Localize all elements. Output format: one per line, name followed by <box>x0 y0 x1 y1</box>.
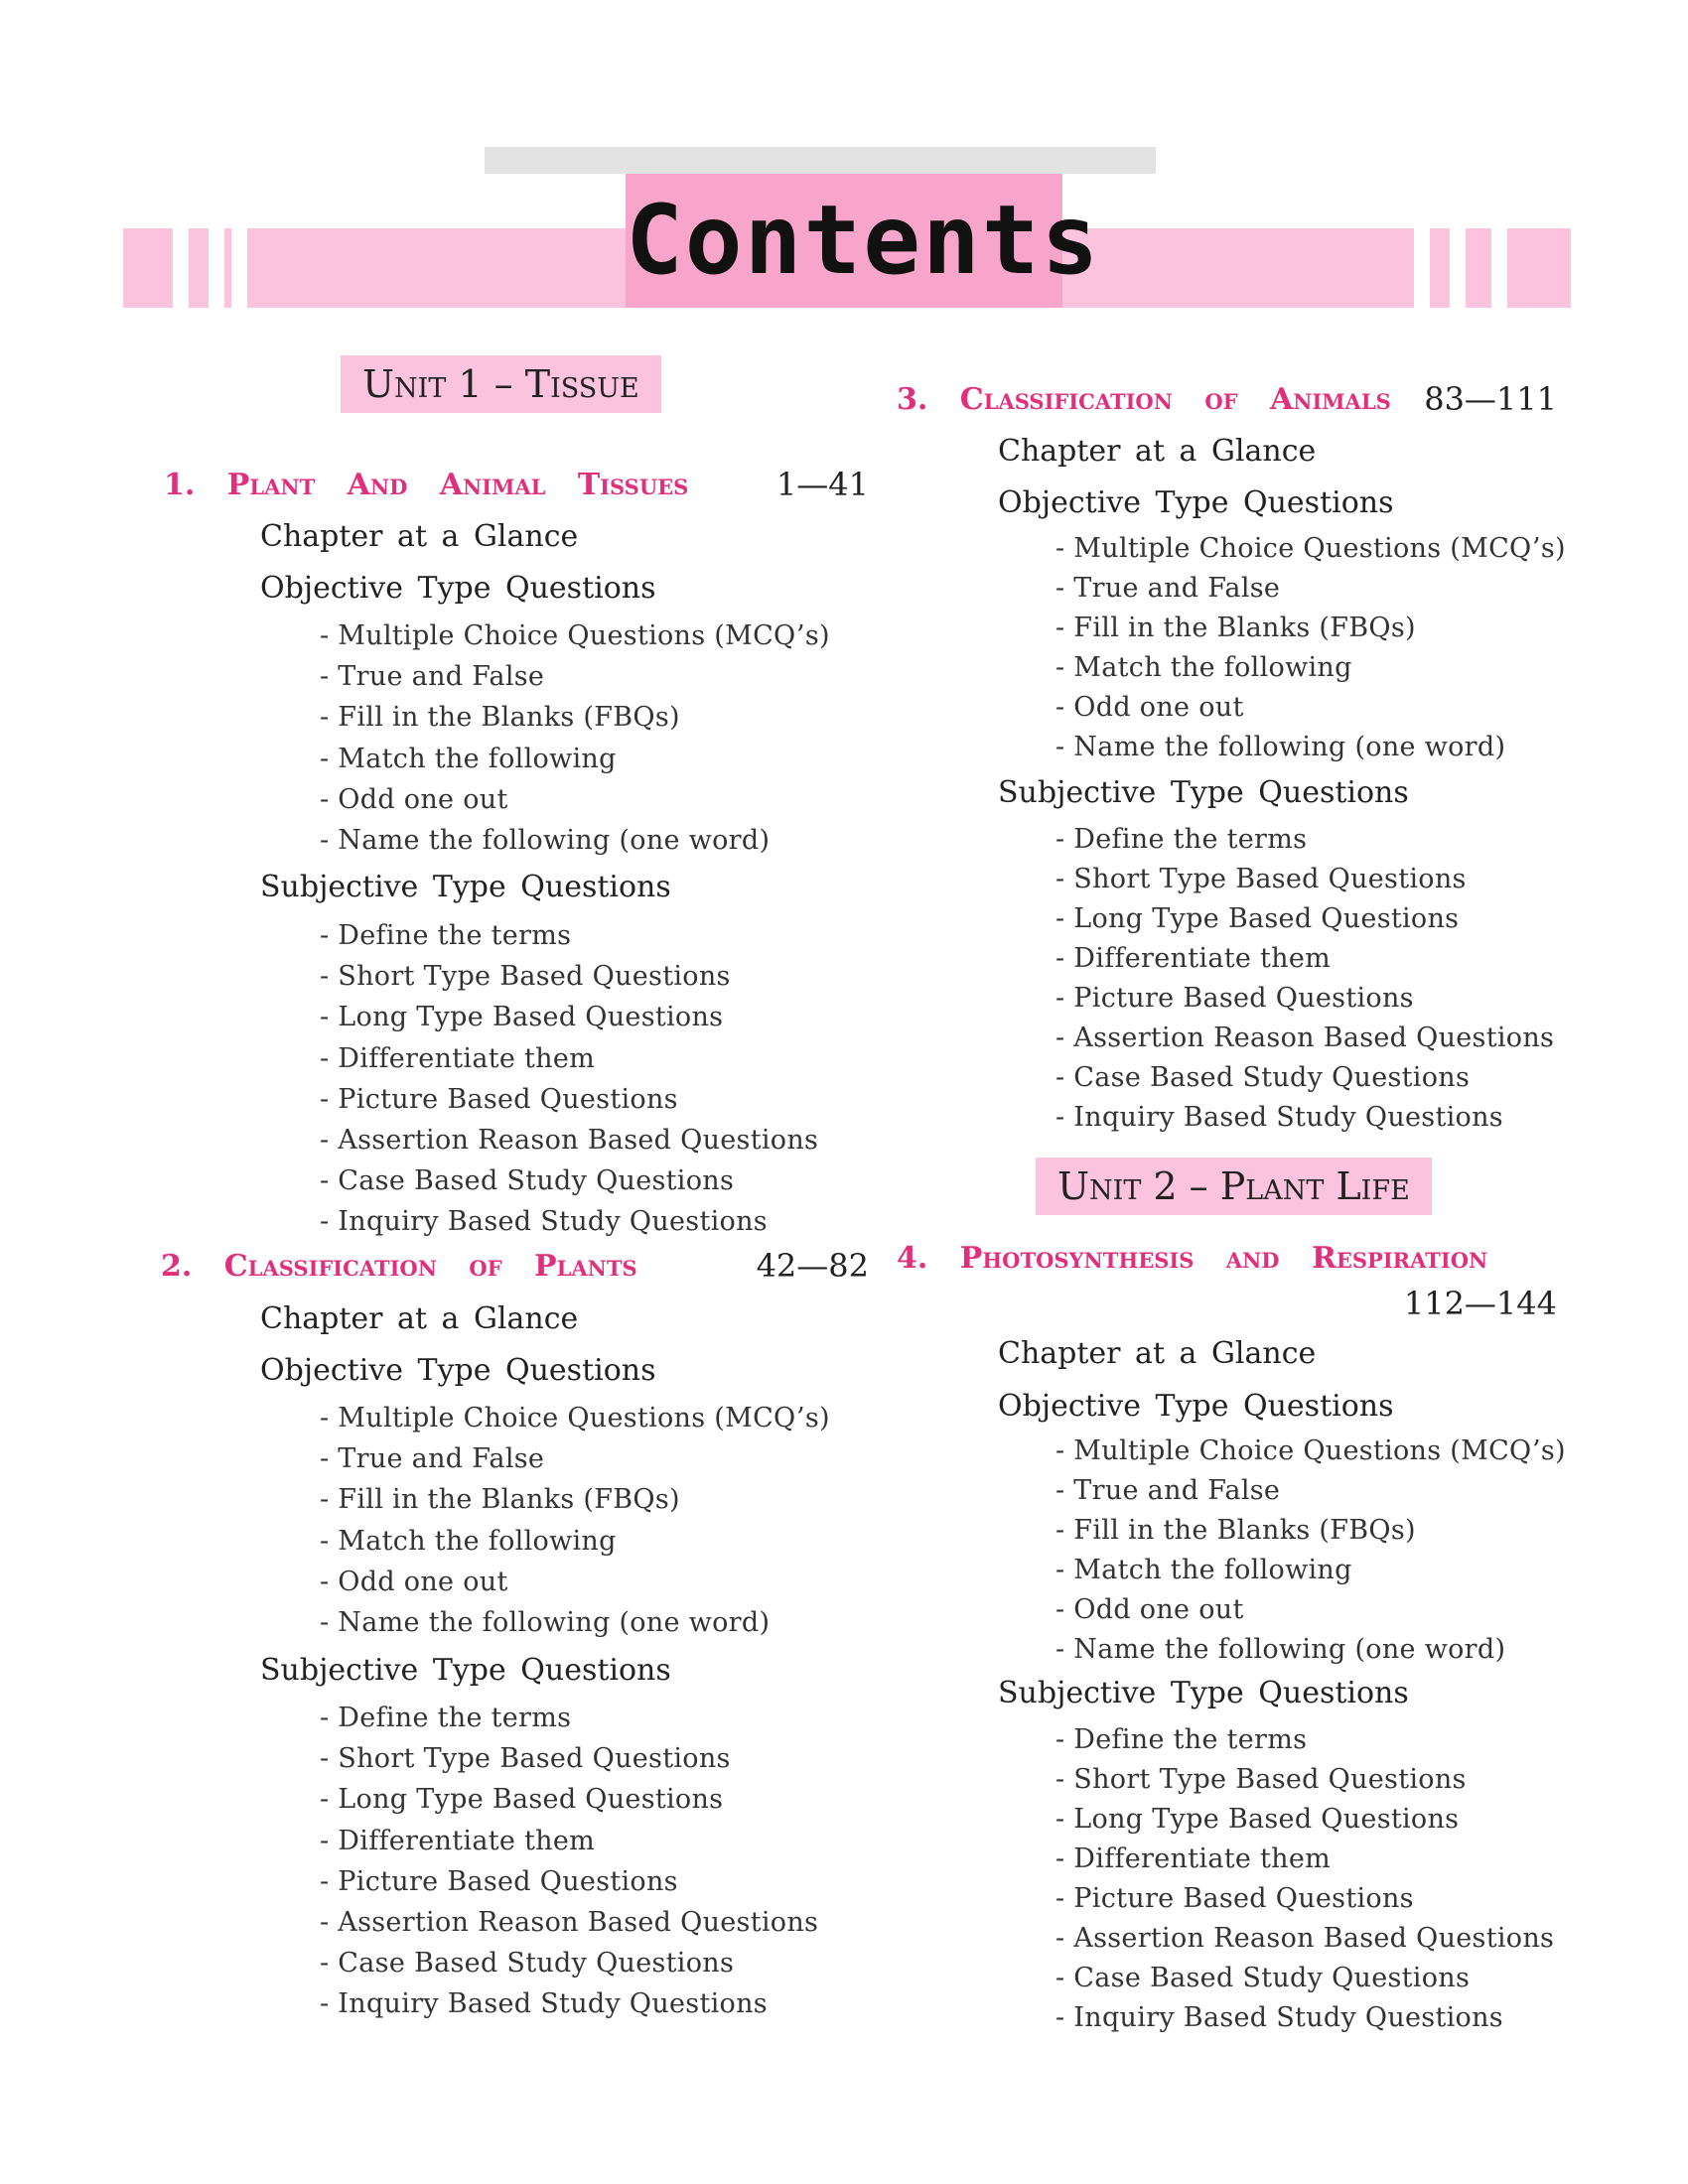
list-item: - True and False <box>1055 1475 1281 1506</box>
list-item: - Match the following <box>1055 1555 1352 1585</box>
list-item: - Picture Based Questions <box>320 1084 678 1115</box>
list-item: - Long Type Based Questions <box>320 1784 724 1815</box>
list-item: - Match the following <box>1055 652 1352 683</box>
list-item: - Differentiate them <box>320 1043 596 1074</box>
list-item: - True and False <box>320 661 545 692</box>
list-item: - Inquiry Based Study Questions <box>320 1206 768 1237</box>
section-objective-type: Objective Type Questions <box>998 485 1394 520</box>
page-range: 1—41 <box>775 466 869 503</box>
chapter-heading: 1. Plant And Animal Tissues <box>164 468 689 502</box>
list-item: - Short Type Based Questions <box>1055 1764 1467 1795</box>
section-subjective-type: Subjective Type Questions <box>260 1653 671 1688</box>
list-item: - Short Type Based Questions <box>320 961 731 992</box>
list-item: - Case Based Study Questions <box>320 1165 735 1196</box>
list-item: - Case Based Study Questions <box>320 1948 735 1979</box>
chapter-heading: 4. Photosynthesis and Respiration <box>897 1241 1488 1276</box>
list-item: - Inquiry Based Study Questions <box>1055 2002 1503 2033</box>
list-item: - Short Type Based Questions <box>320 1743 731 1774</box>
list-item: - Case Based Study Questions <box>1055 1062 1471 1093</box>
unit-label: Unit 1 – Tissue <box>341 355 661 413</box>
list-item: - Define the terms <box>320 1703 572 1733</box>
section-chapter-at-a-glance: Chapter at a Glance <box>260 1301 579 1336</box>
page-range: 112—144 <box>1403 1285 1557 1322</box>
section-subjective-type: Subjective Type Questions <box>998 775 1409 810</box>
section-subjective-type: Subjective Type Questions <box>260 870 671 904</box>
list-item: - Odd one out <box>1055 692 1244 723</box>
header-stripe <box>1450 228 1466 308</box>
list-item: - Name the following (one word) <box>320 1607 771 1638</box>
header-grey-bar <box>485 147 1156 174</box>
list-item: - Multiple Choice Questions (MCQ’s) <box>320 1403 830 1433</box>
list-item: - Picture Based Questions <box>1055 1883 1414 1914</box>
list-item: - Odd one out <box>1055 1594 1244 1625</box>
list-item: - Odd one out <box>320 1567 508 1597</box>
header-stripe <box>209 228 224 308</box>
section-chapter-at-a-glance: Chapter at a Glance <box>260 519 579 554</box>
header-stripe <box>1414 228 1430 308</box>
list-item: - Inquiry Based Study Questions <box>320 1988 768 2019</box>
section-objective-type: Objective Type Questions <box>260 1353 656 1388</box>
section-objective-type: Objective Type Questions <box>998 1389 1394 1424</box>
list-item: - True and False <box>1055 573 1281 604</box>
list-item: - Differentiate them <box>1055 1843 1332 1874</box>
list-item: - Long Type Based Questions <box>320 1002 724 1032</box>
list-item: - Assertion Reason Based Questions <box>320 1907 819 1938</box>
list-item: - Fill in the Blanks (FBQs) <box>320 1484 680 1515</box>
list-item: - Name the following (one word) <box>1055 732 1506 762</box>
list-item: - Long Type Based Questions <box>1055 1804 1460 1835</box>
section-chapter-at-a-glance: Chapter at a Glance <box>998 1336 1317 1371</box>
list-item: - Inquiry Based Study Questions <box>1055 1102 1503 1133</box>
list-item: - Picture Based Questions <box>1055 983 1414 1014</box>
list-item: - Define the terms <box>320 920 572 951</box>
list-item: - Fill in the Blanks (FBQs) <box>1055 613 1416 643</box>
list-item: - Odd one out <box>320 784 508 815</box>
list-item: - Assertion Reason Based Questions <box>1055 1023 1555 1053</box>
list-item: - Multiple Choice Questions (MCQ’s) <box>320 620 830 651</box>
list-item: - Multiple Choice Questions (MCQ’s) <box>1055 533 1566 564</box>
list-item: - True and False <box>320 1443 545 1474</box>
list-item: - Case Based Study Questions <box>1055 1963 1471 1993</box>
page-title: Contents <box>626 174 1062 308</box>
list-item: - Match the following <box>320 1526 617 1557</box>
list-item: - Define the terms <box>1055 1724 1308 1755</box>
list-item: - Assertion Reason Based Questions <box>320 1125 819 1156</box>
list-item: - Differentiate them <box>320 1826 596 1856</box>
list-item: - Define the terms <box>1055 824 1308 855</box>
header-stripe <box>231 228 247 308</box>
section-chapter-at-a-glance: Chapter at a Glance <box>998 434 1317 469</box>
header-stripe <box>173 228 189 308</box>
list-item: - Match the following <box>320 744 617 774</box>
list-item: - Fill in the Blanks (FBQs) <box>320 702 680 733</box>
list-item: - Name the following (one word) <box>1055 1634 1506 1665</box>
list-item: - Name the following (one word) <box>320 825 771 856</box>
page-range: 42—82 <box>756 1247 869 1285</box>
list-item: - Short Type Based Questions <box>1055 864 1467 894</box>
list-item: - Differentiate them <box>1055 943 1332 974</box>
chapter-heading: 3. Classification of Animals <box>897 382 1391 417</box>
page-range: 83—111 <box>1424 380 1557 418</box>
list-item: - Picture Based Questions <box>320 1866 678 1897</box>
header-stripe <box>1491 228 1507 308</box>
section-objective-type: Objective Type Questions <box>260 571 656 606</box>
section-subjective-type: Subjective Type Questions <box>998 1676 1409 1710</box>
list-item: - Multiple Choice Questions (MCQ’s) <box>1055 1435 1566 1466</box>
unit-label: Unit 2 – Plant Life <box>1036 1158 1432 1215</box>
list-item: - Long Type Based Questions <box>1055 903 1460 934</box>
list-item: - Assertion Reason Based Questions <box>1055 1923 1555 1954</box>
chapter-heading: 2. Classification of Plants <box>161 1249 637 1284</box>
list-item: - Fill in the Blanks (FBQs) <box>1055 1515 1416 1546</box>
